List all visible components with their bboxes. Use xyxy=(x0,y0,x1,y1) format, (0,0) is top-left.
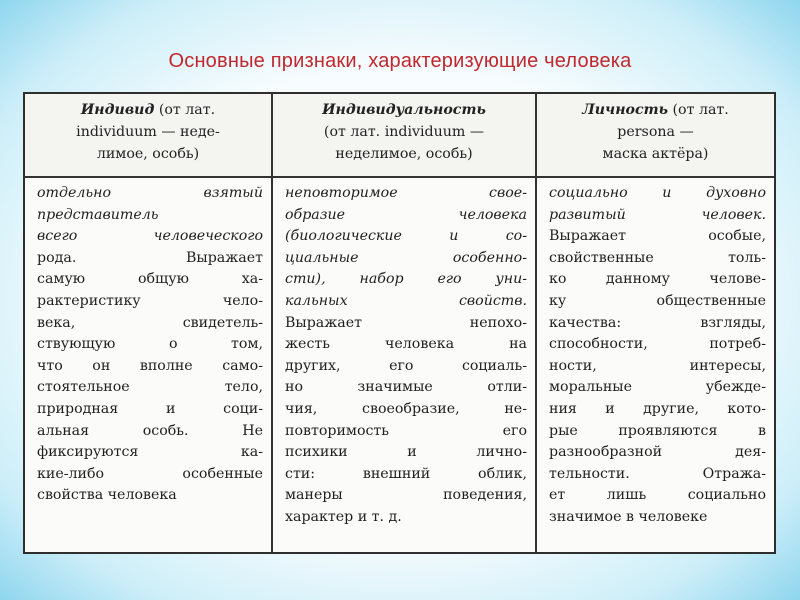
text-line: жесть человека на xyxy=(285,336,527,353)
text-line: образие человека xyxy=(285,206,527,223)
text-line: чия, своеобразие, не- xyxy=(285,400,527,417)
text-line: разнообразной дея- xyxy=(549,444,766,461)
characteristics-table xyxy=(23,92,776,554)
text-line: альная особь. Не xyxy=(37,422,263,439)
text-line: качества: взгляды, xyxy=(549,314,766,331)
column-individ xyxy=(25,94,271,552)
text-line: но значимые отли- xyxy=(285,379,527,396)
text-line: что он вполне само- xyxy=(37,357,263,374)
column-header xyxy=(25,94,271,178)
header-text: persona — xyxy=(617,124,694,140)
text-line: века, свидетель- xyxy=(37,314,263,331)
text-line: природная и соци- xyxy=(37,400,263,417)
text-line: манеры поведения, xyxy=(285,487,527,504)
text-line: тельности. Отража- xyxy=(549,465,766,482)
header-text: (от лат. xyxy=(668,102,729,118)
text-line: психики и лично- xyxy=(285,444,527,461)
text-line: значимое в человеке xyxy=(549,508,708,525)
column-body xyxy=(273,178,535,529)
column-header xyxy=(273,94,535,178)
header-term: Индивидуальность xyxy=(322,102,486,118)
text-line: стоятельное тело, xyxy=(37,379,263,396)
header-text: individuum — неде- xyxy=(76,124,220,140)
header-text: (от лат. xyxy=(154,102,216,118)
column-body xyxy=(537,178,774,529)
header-term: Личность xyxy=(582,102,669,118)
header-text: лимое, особь) xyxy=(96,146,200,162)
text-line: других, его социаль- xyxy=(285,357,527,374)
text-line: самую общую ха- xyxy=(37,271,263,288)
text-line: характер и т. д. xyxy=(285,508,402,525)
column-personality xyxy=(535,94,774,552)
text-line: Выражает особые, xyxy=(549,228,766,245)
text-line: кие-либо особенные xyxy=(37,465,263,482)
column-individuality xyxy=(271,94,535,552)
text-line: ствующую о том, xyxy=(37,336,263,353)
text-line: рода. Выражает xyxy=(37,249,263,266)
text-line: циальные особенно- xyxy=(285,249,527,266)
text-line: Выражает непохо- xyxy=(285,314,527,331)
header-text: (от лат. individuum — xyxy=(323,124,485,140)
text-line: ко данному челове- xyxy=(549,271,766,288)
text-line: фиксируются ка- xyxy=(37,444,263,461)
text-line: развитый человек. xyxy=(549,206,766,223)
text-line: кальных свойств. xyxy=(285,292,527,309)
text-line: (биологические и со- xyxy=(285,228,527,245)
column-body xyxy=(25,178,271,507)
text-line: социально и духовно xyxy=(549,185,766,201)
text-line: рактеристику чело- xyxy=(37,292,263,309)
text-line: ет лишь социально xyxy=(549,487,766,504)
text-line: ности, интересы, xyxy=(549,357,766,374)
text-line: ния и другие, кото- xyxy=(549,400,766,417)
header-term: Индивид xyxy=(80,102,155,118)
text-line: представитель xyxy=(37,206,159,223)
text-line: моральные убежде- xyxy=(549,379,766,396)
text-line: ку общественные xyxy=(549,292,766,309)
text-line: свойственные толь- xyxy=(549,249,766,266)
text-line: рые проявляются в xyxy=(549,422,766,439)
header-text: маска актёра) xyxy=(602,146,709,162)
text-line: отдельно взятый xyxy=(37,185,263,201)
text-line: свойства человека xyxy=(37,487,177,504)
column-header xyxy=(537,94,774,178)
text-line: всего человеческого xyxy=(37,228,263,245)
text-line: неповторимое свое- xyxy=(285,185,527,201)
text-line: повторимость его xyxy=(285,422,527,439)
text-line: сти), набор его уни- xyxy=(285,271,527,288)
slide-title: Основные признаки, характеризующие человека xyxy=(168,50,632,72)
header-text: неделимое, особь) xyxy=(335,146,473,162)
text-line: сти: внешний облик, xyxy=(285,465,527,482)
text-line: способности, потреб- xyxy=(549,336,766,353)
